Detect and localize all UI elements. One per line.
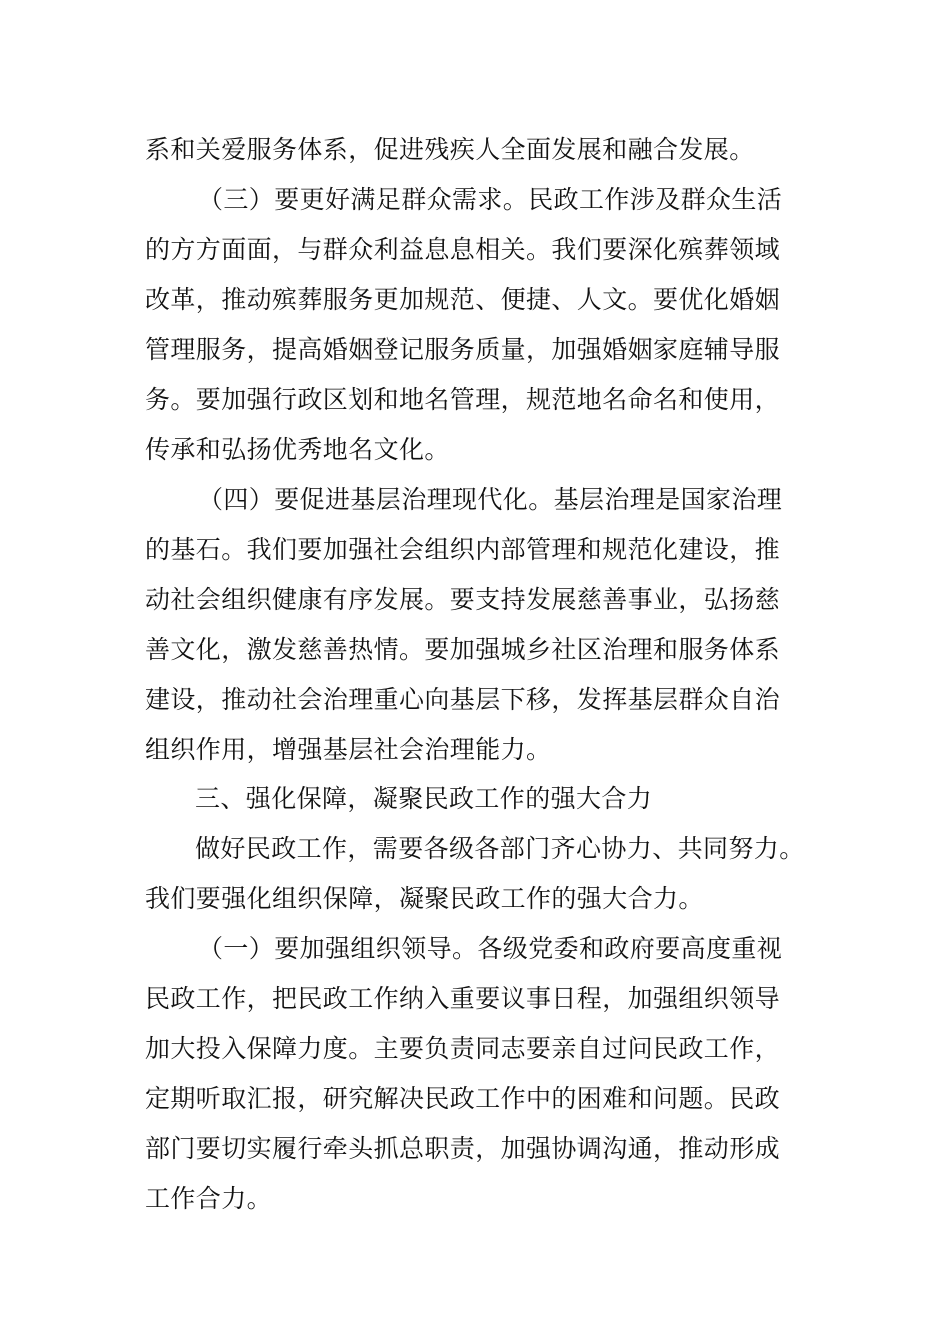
text-line: 的方方面面，与群众利益息息相关。我们要深化殡葬领域 <box>145 235 781 264</box>
text-line: 定期听取汇报，研究解决民政工作中的困难和问题。民政 <box>145 1084 781 1113</box>
text-line: 管理服务，提高婚姻登记服务质量，加强婚姻家庭辅导服 <box>145 335 781 364</box>
paragraph-heading-line: （一）要加强组织领导。各级党委和政府要高度重视 <box>198 934 783 963</box>
text-line: 善文化，激发慈善热情。要加强城乡社区治理和服务体系 <box>145 635 781 664</box>
section-heading: 三、强化保障，凝聚民政工作的强大合力 <box>195 784 653 813</box>
text-line: 加大投入保障力度。主要负责同志要亲自过问民政工作， <box>145 1034 781 1063</box>
text-line: 工作合力。 <box>145 1184 273 1213</box>
paragraph-heading-line: （三）要更好满足群众需求。民政工作涉及群众生活 <box>198 185 783 214</box>
text-line: 的基石。我们要加强社会组织内部管理和规范化建设，推 <box>145 535 781 564</box>
text-line: 部门要切实履行牵头抓总职责，加强协调沟通，推动形成 <box>145 1134 781 1163</box>
text-line: 系和关爱服务体系，促进残疾人全面发展和融合发展。 <box>145 135 755 164</box>
text-line: 动社会组织健康有序发展。要支持发展慈善事业，弘扬慈 <box>145 585 781 614</box>
text-line: 组织作用，增强基层社会治理能力。 <box>145 735 552 764</box>
text-line: 改革，推动殡葬服务更加规范、便捷、人文。要优化婚姻 <box>145 285 781 314</box>
text-line: 我们要强化组织保障，凝聚民政工作的强大合力。 <box>145 884 704 913</box>
text-line: 传承和弘扬优秀地名文化。 <box>145 435 450 464</box>
text-line: 做好民政工作，需要各级各部门齐心协力、共同努力。 <box>195 834 805 863</box>
text-line: 务。要加强行政区划和地名管理，规范地名命名和使用， <box>145 385 781 414</box>
paragraph-heading-line: （四）要促进基层治理现代化。基层治理是国家治理 <box>198 485 783 514</box>
text-line: 建设，推动社会治理重心向基层下移，发挥基层群众自治 <box>145 685 781 714</box>
text-line: 民政工作，把民政工作纳入重要议事日程，加强组织领导 <box>145 984 781 1013</box>
